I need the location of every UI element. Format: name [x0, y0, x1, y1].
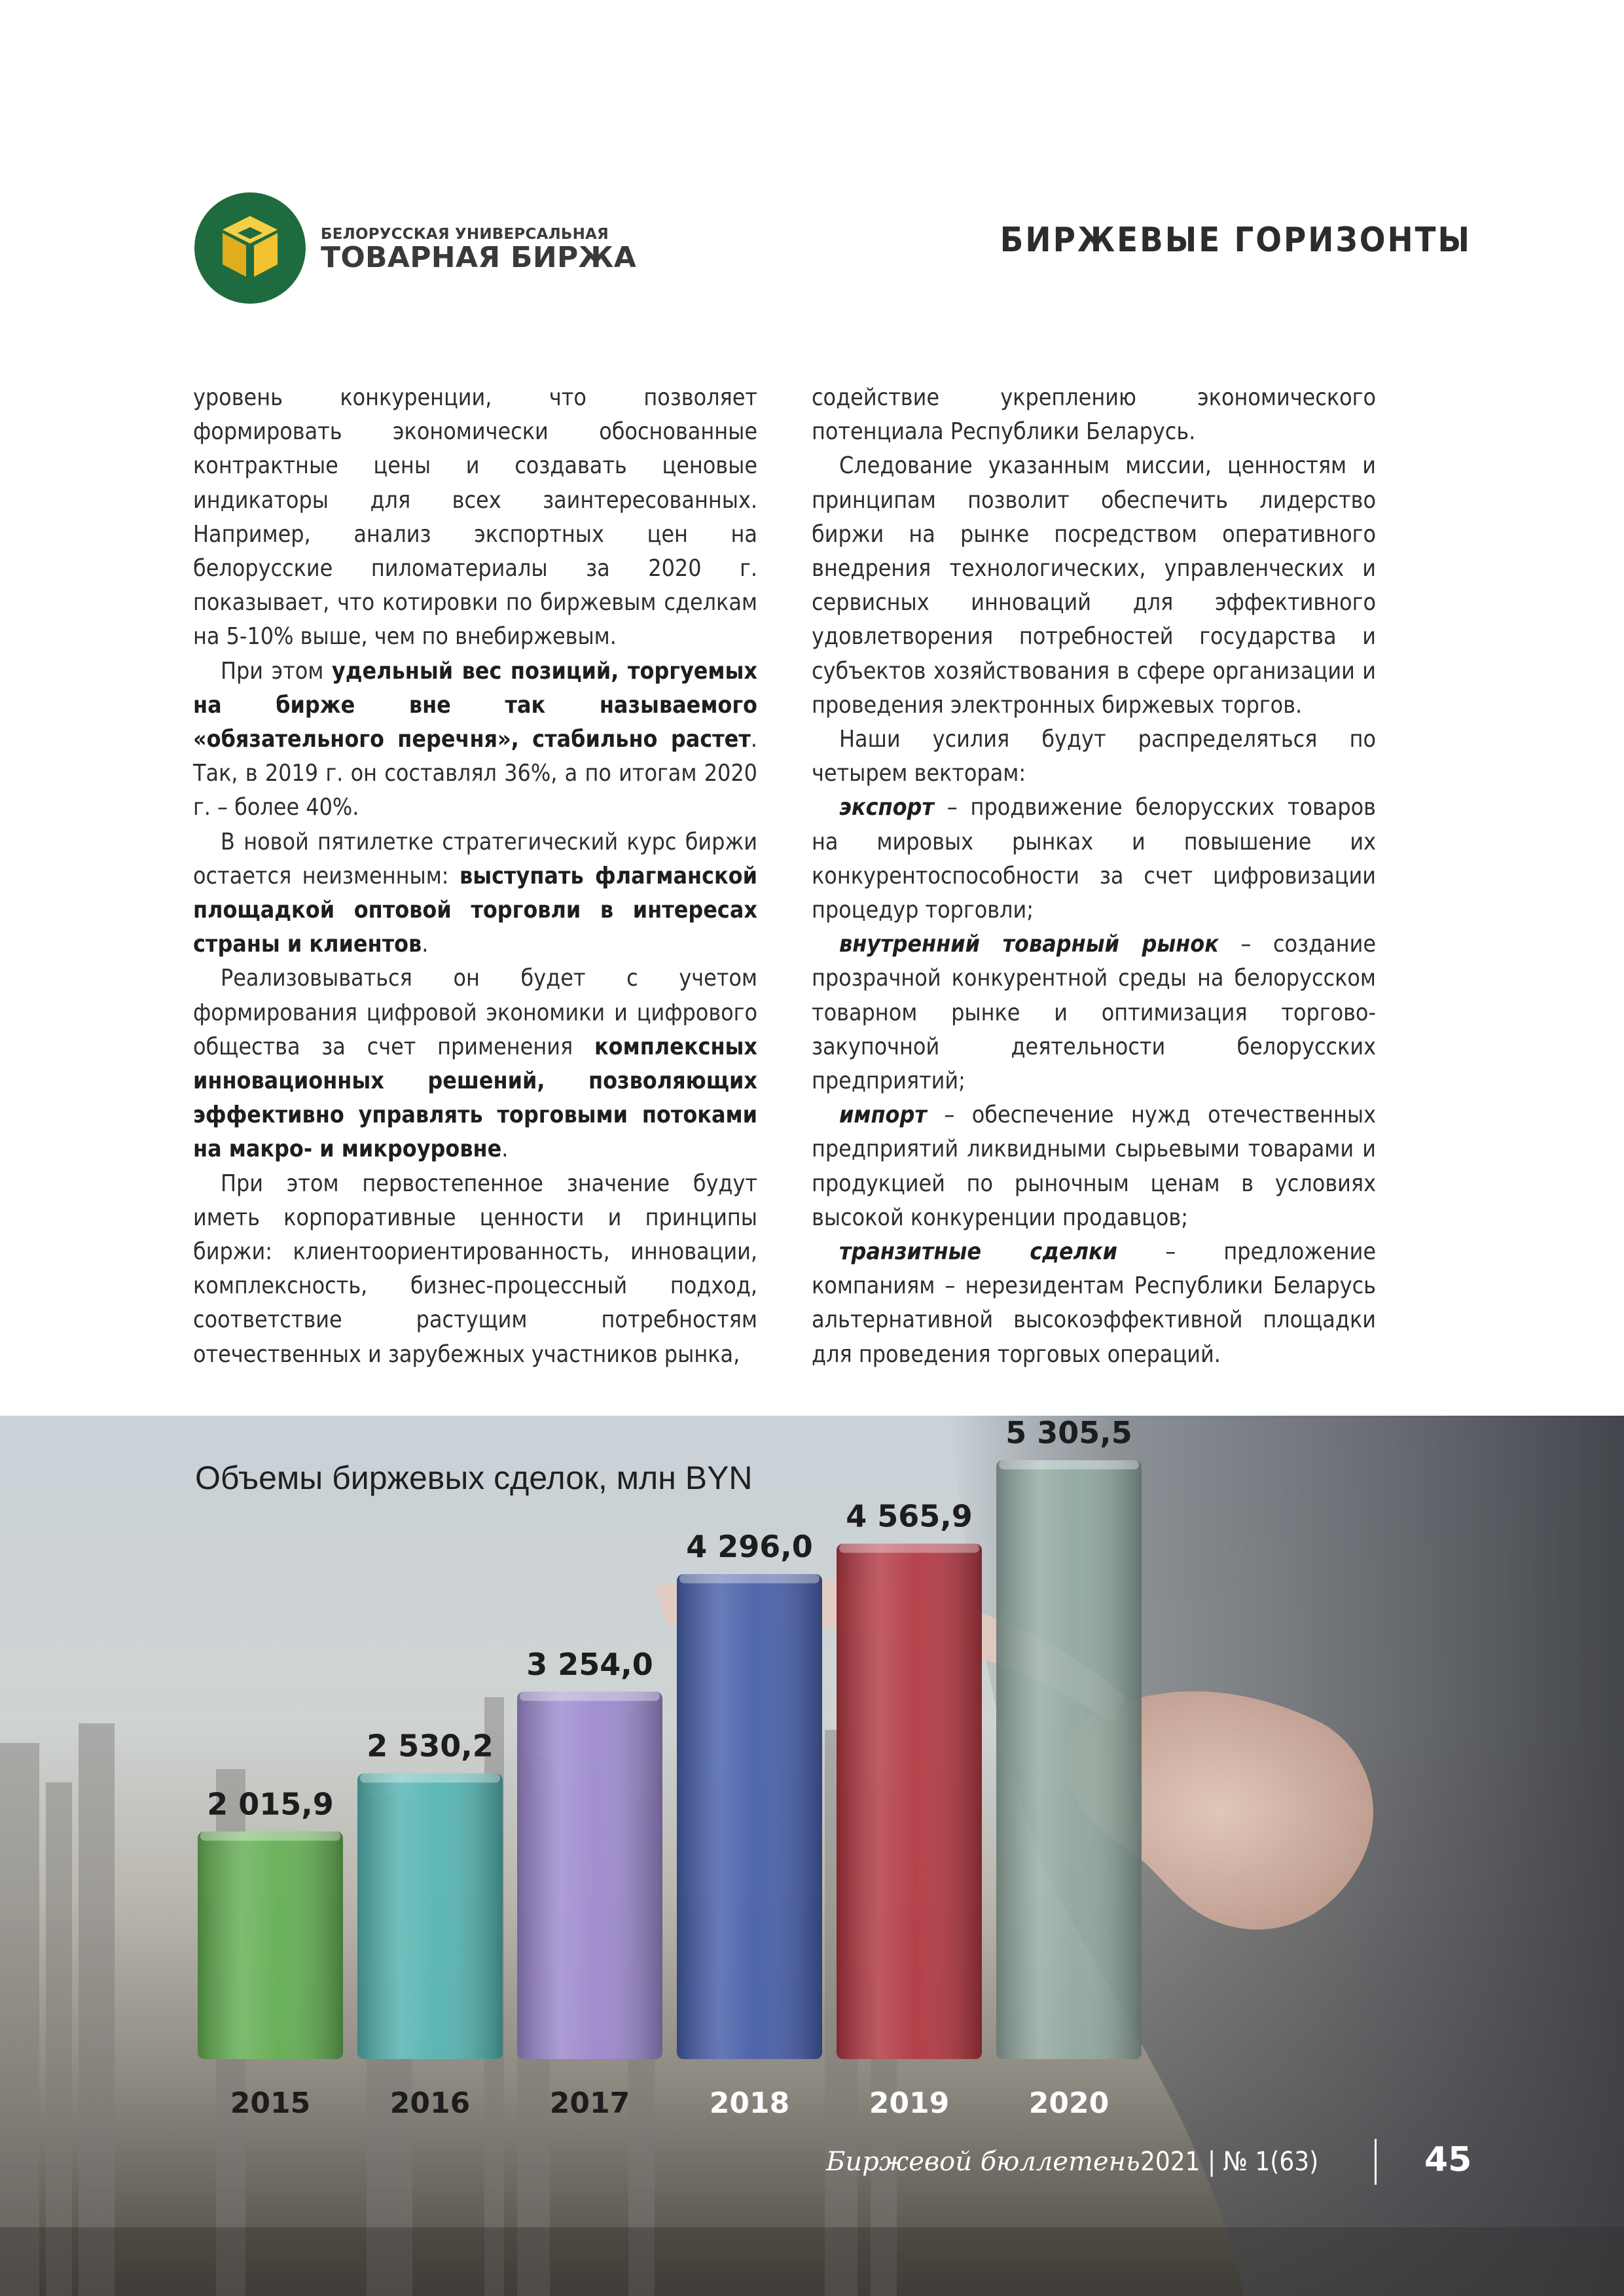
bar-shine-2020 [996, 1460, 1142, 2059]
bar-shine-2015 [198, 1831, 343, 2059]
bold-phrase: выступать флагманской площадкой оптовой торговли в интересах страны и клиентов [193, 862, 758, 958]
year-label-2017: 2017 [549, 2087, 630, 2120]
footer-divider [1375, 2139, 1377, 2185]
value-label-2019: 4 565,9 [846, 1498, 973, 1534]
bar-shine-2017 [517, 1692, 662, 2059]
bar-top-2017 [520, 1692, 660, 1701]
paragraph: Следование указанным миссии, ценностям и принципам позволит обеспечить лидерство биржи на рынке посредством оперативного внедрения технологических, управленческих и сервисных инноваций для эффективного удовлетворения потребностей государства и субъектов хозяйствования в сфере организации и проведения электронных биржевых торгов. [812, 452, 1376, 719]
year-label-2018: 2018 [709, 2087, 790, 2120]
left-text-column [193, 381, 757, 1372]
bar-top-2019 [839, 1544, 979, 1553]
bar-shine-2016 [357, 1774, 503, 2059]
bucm-logo [194, 192, 306, 304]
list-item: транзитные сделки – предложение компаниям – нерезидентам Республики Беларусь альтернативной высокоэффективной площадки для проведения торговых операций. [812, 1238, 1376, 1368]
logo-text-line1: БЕЛОРУССКАЯ УНИВЕРСАЛЬНАЯ [321, 226, 609, 243]
chart-title: Объемы биржевых сделок, млн BYN [195, 1460, 753, 1496]
chart-section [0, 1416, 1624, 2296]
year-label-2016: 2016 [389, 2087, 471, 2120]
year-label-2019: 2019 [869, 2087, 950, 2120]
value-label-2018: 4 296,0 [686, 1529, 813, 1565]
bar-shine-2019 [837, 1544, 982, 2059]
value-label-2016: 2 530,2 [367, 1728, 494, 1764]
list-item: внутренний товарный рынок – создание прозрачной конкурентной среды на белорусском товарном рынке и оптимизация торгово-закупочной деятельности белорусских предприятий; [812, 931, 1376, 1095]
value-label-2020: 5 305,5 [1005, 1416, 1132, 1450]
bar-top-2020 [999, 1460, 1139, 1469]
paragraph: содействие укреплению экономического потенциала Республики Беларусь. [812, 384, 1376, 446]
value-label-2017: 3 254,0 [526, 1646, 653, 1682]
bar-shine-2018 [677, 1574, 822, 2059]
year-label-2020: 2020 [1028, 2087, 1110, 2120]
paragraph: Наши усилия будут распределяться по четырем векторам: [812, 726, 1376, 787]
bar-top-2015 [200, 1831, 340, 1840]
paragraph: Реализовываться он будет с учетом формирования цифровой экономики и цифрового общества за счет применения комплексных инновационных решений, позволяющих эффективно управлять торговыми потоками на макро- и микроуровне. [193, 965, 757, 1163]
bold-phrase: удельный вес позиций, торгуемых на бирже вне так называемого «обязательного перечня», стабильно растет [193, 657, 758, 753]
paragraph: При этом удельный вес позиций, торгуемых на бирже вне так называемого «обязательного перечня», стабильно растет. Так, в 2019 г. он составлял 36%, а по итогам 2020 г. – более 40%. [193, 657, 758, 821]
right-text-column [812, 381, 1376, 1372]
section-title: БИРЖЕВЫЕ ГОРИЗОНТЫ [1000, 221, 1471, 260]
list-item: экспорт – продвижение белорусских товаров на мировых рынках и повышение их конкурентоспособности за счет цифровизации процедур торговли; [812, 794, 1376, 924]
year-label-2015: 2015 [230, 2087, 311, 2120]
footer-issue: 2021 | № 1(63) [1140, 2147, 1319, 2177]
page-number: 45 [1424, 2140, 1472, 2179]
list-item: импорт – обеспечение нужд отечественных предприятий ликвидными сырьевыми товарами и продукцией по рыночным ценам в условиях высокой конкуренции продавцов; [812, 1102, 1376, 1231]
bar-chart [0, 1416, 1624, 2296]
footer-magazine-name: Биржевой бюллетень [826, 2147, 1140, 2177]
logo-text-line2: ТОВАРНАЯ БИРЖА [321, 241, 637, 274]
paragraph: уровень конкуренции, что позволяет формировать экономически обоснованные контрактные цены и создавать ценовые индикаторы для всех заинтересованных. Например, анализ экспортных цен на белорусские пиломатериалы за 2020 г. показывает, что котировки по биржевым сделкам на 5-10% выше, чем по внебиржевым. [193, 384, 757, 651]
bar-top-2016 [360, 1774, 500, 1783]
paragraph: При этом первостепенное значение будут иметь корпоративные ценности и принципы биржи: клиентоориентированность, инновации, комплексность, бизнес-процессный подход, соответствие растущим потребностям отечественных и зарубежных участников рынка, [193, 1170, 757, 1368]
value-label-2015: 2 015,9 [207, 1786, 334, 1822]
paragraph: В новой пятилетке стратегический курс биржи остается неизменным: выступать флагманской площадкой оптовой торговли в интересах страны и клиентов. [193, 828, 758, 958]
bold-phrase: комплексных инновационных решений, позволяющих эффективно управлять торговыми потоками на макро- и микроуровне [193, 1033, 757, 1163]
bar-top-2018 [679, 1574, 820, 1583]
